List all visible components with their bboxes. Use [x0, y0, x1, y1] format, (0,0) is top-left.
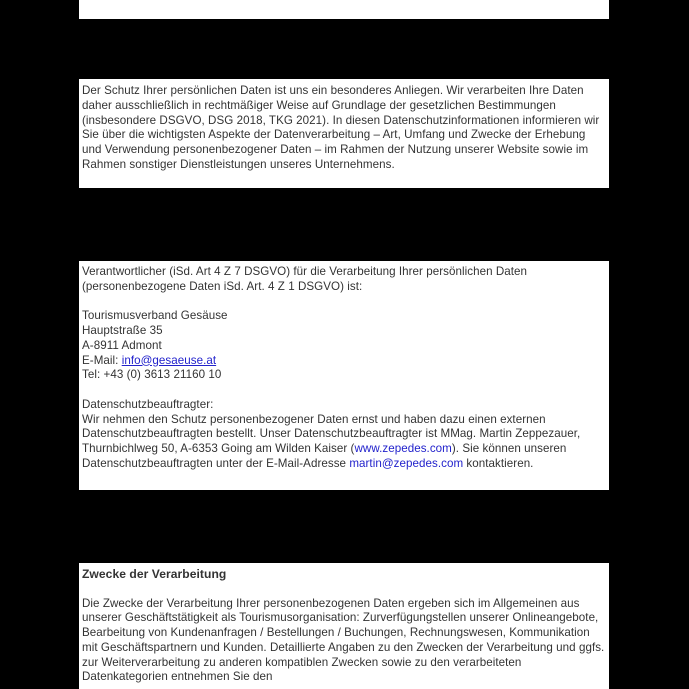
content-panel-purposes [79, 563, 609, 689]
dpo-text-part-3: kontaktieren. [463, 456, 534, 470]
purposes-heading: Zwecke der Verarbeitung [82, 567, 227, 581]
dpo-text-part-2: ). Sie können unseren Datenschutzbeauftragten unter der E-Mail-Adresse [82, 442, 567, 470]
dpo-paragraph [82, 413, 606, 472]
controller-phone: Tel: +43 (0) 3613 21160 10 [82, 368, 222, 382]
dpo-text-part-1: Wir nehmen den Schutz personenbezogener Daten ernst und haben dazu einen externen Datenschutzbeauftragten bestellt. Unser Datenschutzbeauftragter ist MMag. Martin Zeppezauer, Thurnbichlweg 50, A-6353 Going am Wilden Kaiser ( [82, 412, 581, 455]
content-panel-controller [79, 261, 609, 490]
paragraph-spacer [82, 295, 606, 310]
purposes-paragraph: Die Zwecke der Verarbeitung Ihrer personenbezogenen Daten ergeben sich im Allgemeinen aus unserer Geschäftstätigkeit als Tourismusorganisation: Zurverfügungstellen unserer Onlineangebote, Bearbeitung von Kundenanfragen / Bestellungen / Buchungen, Rechnungswesen, Kommunikation mit Geschäftspartnern und Kunden. Detaillierte Angaben zu den Zwecken der Verarbeitung und ggfs. zur Weiterverarbeitung zu anderen kompatiblen Zwecken sowie zu den verarbeiteten Datenkategorien entnehmen Sie den [82, 596, 605, 684]
paragraph-spacer [82, 582, 606, 597]
dpo-heading: Datenschutzbeauftragter: [82, 397, 214, 411]
controller-street: Hauptstraße 35 [82, 324, 163, 337]
email-label: E-Mail: [82, 353, 122, 367]
controller-organisation: Tourismusverband Gesäuse [82, 309, 228, 323]
controller-city: A-8911 Admont [82, 338, 162, 352]
controller-email-link[interactable]: info@gesaeuse.at [121, 353, 217, 367]
intro-paragraph: Der Schutz Ihrer persönlichen Daten ist uns ein besonderes Anliegen. Wir verarbeiten Ihre Daten daher ausschließlich in rechtmäßiger Weise auf Grundlage der gesetzlichen Bestimmungen (insbesondere DSGVO, DSG 2018, TKG 2021). In diesen Datenschutzinformationen informieren wir Sie über die wichtigsten Aspekte der Datenverarbeitung – Art, Umfang und Zwecke der Erhebung und Verwendung personenbezogener Daten – im Rahmen der Nutzung unserer Website sowie im Rahmen sonstiger Dienstleistungen unseres Unternehmens. [82, 84, 600, 171]
content-panel-top-blank [79, 0, 609, 19]
controller-intro-paragraph: Verantwortlicher (iSd. Art 4 Z 7 DSGVO) für die Verarbeitung Ihrer persönlichen Daten (personenbezogene Daten iSd. Art. 4 Z 1 DSGVO) ist: [82, 265, 528, 293]
content-panel-intro [79, 79, 609, 188]
paragraph-spacer [82, 383, 606, 398]
dpo-website-link[interactable]: www.zepedes.com [354, 442, 452, 455]
dpo-email-link[interactable]: martin@zepedes.com [349, 456, 464, 470]
controller-email-line [82, 354, 606, 369]
